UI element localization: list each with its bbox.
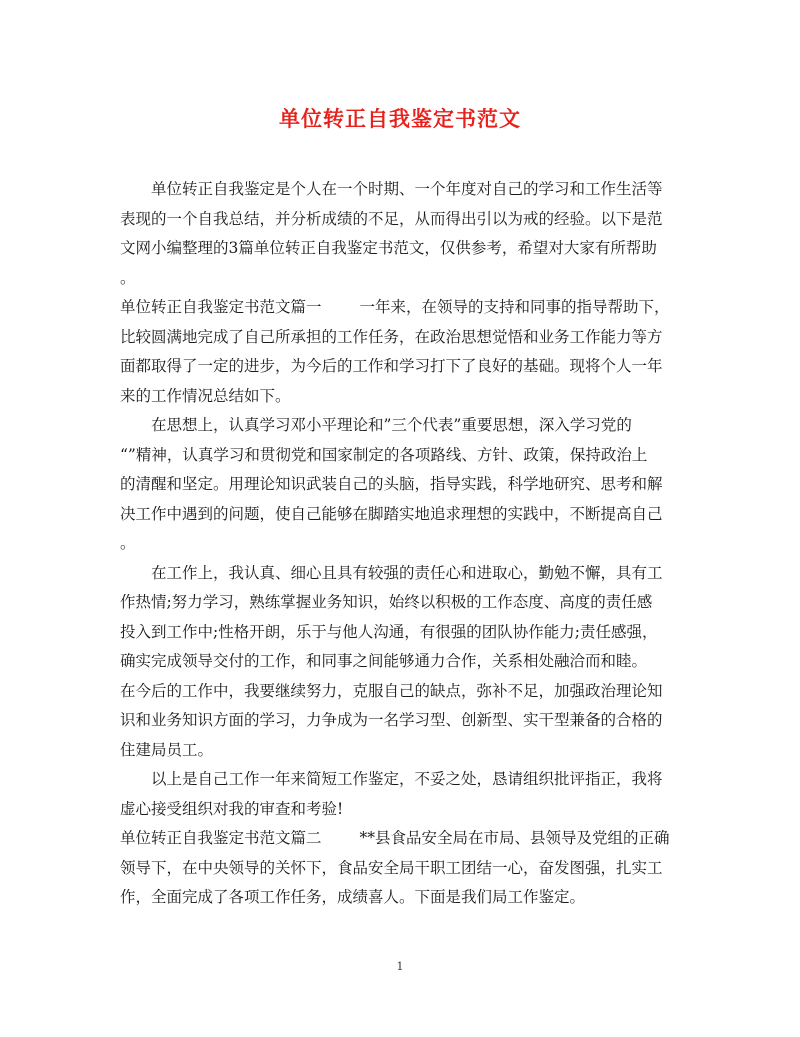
section-2-lead: **县食品安全局在市局、县领导及党组的正确 xyxy=(359,829,670,847)
paragraph-future xyxy=(120,677,682,766)
text-line: 住建局员工。 xyxy=(120,740,214,759)
text-line: 比较圆满地完成了自己所承担的工作任务，在政治思想觉悟和业务工作能力等方 xyxy=(120,327,663,346)
paragraph-closing xyxy=(120,765,682,824)
text-line: 领导下，在中央领导的关怀下，食品安全局干职工团结一心，奋发图强，扎实工 xyxy=(120,858,663,877)
section-1-first-line xyxy=(120,293,682,323)
text-line: 识和业务知识方面的学习，力争成为一名学习型、创新型、实干型兼备的合格的 xyxy=(120,711,663,729)
text-line: 作，全面完成了各项工作任务，成绩喜人。下面是我们局工作鉴定。 xyxy=(120,888,586,906)
text-line: 。 xyxy=(120,268,136,287)
text-line: “”精神，认真学习和贯彻党和国家制定的各项路线、方针、政策，保持政治上 xyxy=(120,445,648,464)
document-title: 单位转正自我鉴定书范文 xyxy=(279,106,521,131)
section-2-first-line xyxy=(120,824,682,854)
paragraph-work xyxy=(120,559,682,677)
intro-paragraph xyxy=(120,175,682,293)
text-line: 文网小编整理的3篇单位转正自我鉴定书范文，仅供参考，希望对大家有所帮助 xyxy=(120,239,657,257)
paragraph-ideology xyxy=(120,411,682,559)
section-1 xyxy=(120,293,682,411)
section-2-heading: 单位转正自我鉴定书范文篇二 xyxy=(120,829,322,847)
section-2 xyxy=(120,824,682,913)
text-line: 投入到工作中;性格开朗，乐于与他人沟通，有很强的团队协作能力;责任感强， xyxy=(120,622,658,641)
text-line: 确实完成领导交付的工作，和同事之间能够通力合作，关系相处融洽而和睦。 xyxy=(120,652,648,670)
text-line: 虚心接受组织对我的审查和考验! xyxy=(120,799,344,818)
page-number: 1 xyxy=(396,960,404,973)
document-body xyxy=(120,175,682,913)
text-line: 面都取得了一定的进步，为今后的工作和学习打下了良好的基础。现将个人一年 xyxy=(120,357,663,375)
text-line: 单位转正自我鉴定是个人在一个时期、一个年度对自己的学习和工作生活等 xyxy=(151,180,663,198)
text-line: 以上是自己工作一年来简短工作鉴定，不妥之处，恳请组织批评指正，我将 xyxy=(151,770,663,788)
text-line: 来的工作情况总结如下。 xyxy=(120,386,291,405)
text-line: 在思想上，认真学习邓小平理论和”三个代表”重要思想，深入学习党的 xyxy=(151,416,632,434)
text-line: 的清醒和坚定。用理论知识武装自己的头脑，指导实践，科学地研究、思考和解 xyxy=(120,475,663,493)
text-line: 表现的一个自我总结，并分析成绩的不足，从而得出引以为戒的经验。以下是范 xyxy=(120,209,663,228)
section-1-lead: 一年来，在领导的支持和同事的指导帮助下， xyxy=(359,298,670,316)
text-line: 在工作上，我认真、细心且具有较强的责任心和进取心，勤勉不懈，具有工 xyxy=(151,563,663,582)
section-1-heading: 单位转正自我鉴定书范文篇一 xyxy=(120,298,322,316)
text-line: 在今后的工作中，我要继续努力，克服自己的缺点，弥补不足，加强政治理论知 xyxy=(120,681,663,700)
text-line: 作热情;努力学习，熟练掌握业务知识，始终以积极的工作态度、高度的责任感 xyxy=(120,593,653,611)
text-line: 决工作中遇到的问题，使自己能够在脚踏实地追求理想的实践中，不断提高自己 xyxy=(120,504,663,523)
text-line: 。 xyxy=(120,534,136,552)
